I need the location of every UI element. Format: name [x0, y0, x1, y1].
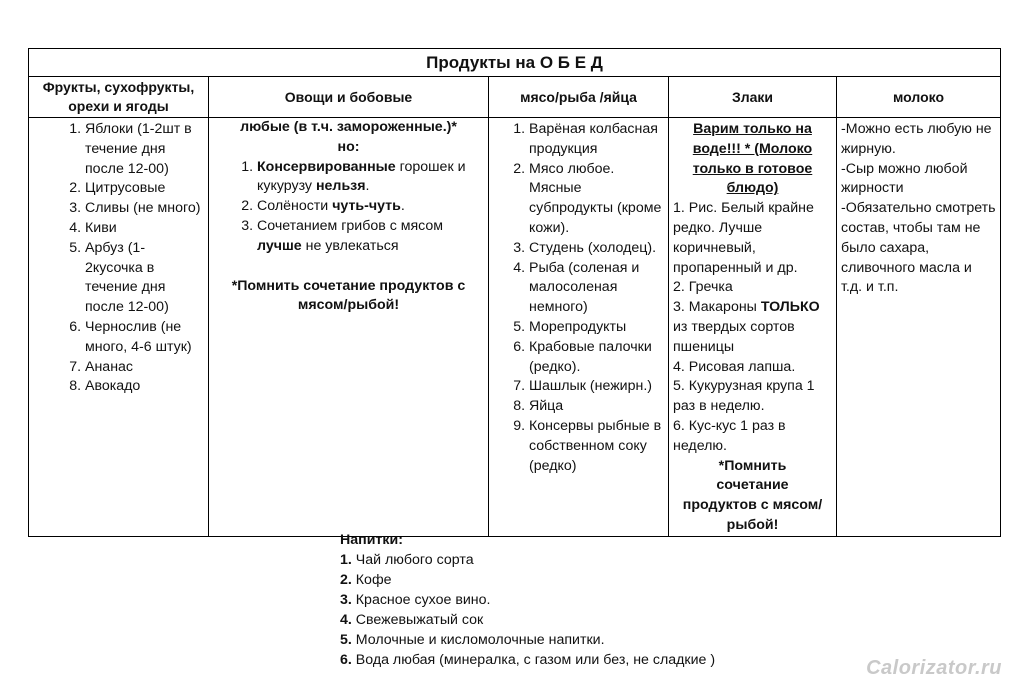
drink-item: 3. Красное сухое вино.: [340, 592, 491, 608]
grains-note: *Помнить сочетание продуктов с мясом/рыбой!: [682, 457, 823, 533]
list-item: 2. Мясо любое. Мясные субпродукты (кроме кожи).: [529, 160, 662, 239]
list-item: 1. Варёная колбасная продукция: [529, 120, 662, 160]
fruits-cell: [29, 118, 209, 537]
list-item: 5. Арбуз (1-2кусочка в течение дня после 12-00): [85, 239, 202, 318]
drink-item: 1. Чай любого сорта: [340, 552, 474, 568]
list-item: 2. Солёности чуть-чуть.: [257, 197, 482, 217]
list-item: 7. Ананас: [85, 358, 202, 378]
list-item: 1. Консервированные горошек и кукурузу нельзя.: [257, 158, 482, 198]
milk-item: -Сыр можно любой жирности: [841, 160, 968, 197]
list-item: 6. Чернослив (не много, 4-6 штук): [85, 318, 202, 358]
drink-item: 4. Свежевыжатый сок: [340, 612, 484, 628]
list-item: 7. Шашлык (нежирн.): [529, 377, 662, 397]
grain-item: 6. Кус-кус 1 раз в неделю.: [673, 417, 786, 454]
vegetables-cell: [209, 118, 489, 537]
list-item: 5. Морепродукты: [529, 318, 662, 338]
drink-item: 6. Вода любая (минералка, с газом или без, не сладкие ): [340, 652, 716, 668]
grain-item: 4. Рисовая лапша.: [673, 358, 796, 375]
meat-list: [489, 120, 662, 476]
list-item: 2. Цитрусовые: [85, 179, 202, 199]
list-item: 1. Яблоки (1-2шт в течение дня после 12-00): [85, 120, 202, 179]
header-vegetables: Овощи и бобовые: [209, 77, 489, 118]
header-milk: молоко: [837, 77, 1001, 118]
drink-item: 2. Кофе: [340, 572, 392, 588]
table-title: Продукты на О Б Е Д: [29, 49, 1001, 77]
meat-cell: [489, 118, 669, 537]
grain-item: 2. Гречка: [673, 279, 733, 296]
vegetables-intro: любые (в т.ч. замороженные.)* но:: [240, 119, 457, 155]
vegetables-note: *Помнить сочетание продуктов с мясом/рыбой!: [231, 277, 466, 314]
grain-item: 3. Макароны ТОЛЬКО из твердых сортов пшеницы: [673, 299, 820, 355]
list-item: 4. Рыба (соленая и малосоленая немного): [529, 259, 662, 318]
list-item: 6. Крабовые палочки (редко).: [529, 338, 662, 378]
list-item: 9. Консервы рыбные в собственном соку (редко): [529, 417, 662, 476]
header-fruits: Фрукты, сухофрукты, орехи и ягоды: [29, 77, 209, 118]
lunch-products-table: [28, 48, 1001, 537]
list-item: 8. Авокадо: [85, 377, 202, 397]
drink-item: 5. Молочные и кисломолочные напитки.: [340, 632, 605, 648]
milk-item: -Можно есть любую не жирную.: [841, 121, 992, 157]
watermark-logo: Calorizator.ru: [866, 657, 1002, 679]
vegetables-list: [215, 158, 482, 257]
list-item: 3. Сочетанием грибов с мясом лучше не увлекаться: [257, 217, 482, 257]
milk-item: -Обязательно смотреть состав, чтобы там не было сахара, сливочного масла и т.д. и т.п.: [841, 200, 996, 296]
list-item: 4. Киви: [85, 219, 202, 239]
fruits-list: [29, 120, 202, 397]
header-meat: мясо/рыба /яйца: [489, 77, 669, 118]
list-item: 3. Студень (холодец).: [529, 239, 662, 259]
list-item: 8. Яйца: [529, 397, 662, 417]
drinks-section: [340, 530, 715, 670]
grain-item: 5. Кукурузная крупа 1 раз в неделю.: [673, 378, 815, 415]
grains-intro: Варим только на воде!!! * (Молоко только в готовое блюдо): [692, 121, 813, 197]
list-item: 3. Сливы (не много): [85, 199, 202, 219]
drinks-title: Напитки:: [340, 532, 403, 548]
header-grains: Злаки: [669, 77, 837, 118]
grain-item: 1. Рис. Белый крайне редко. Лучше коричневый, пропаренный и др.: [673, 200, 814, 276]
milk-cell: [837, 118, 1001, 537]
grains-cell: [669, 118, 837, 537]
